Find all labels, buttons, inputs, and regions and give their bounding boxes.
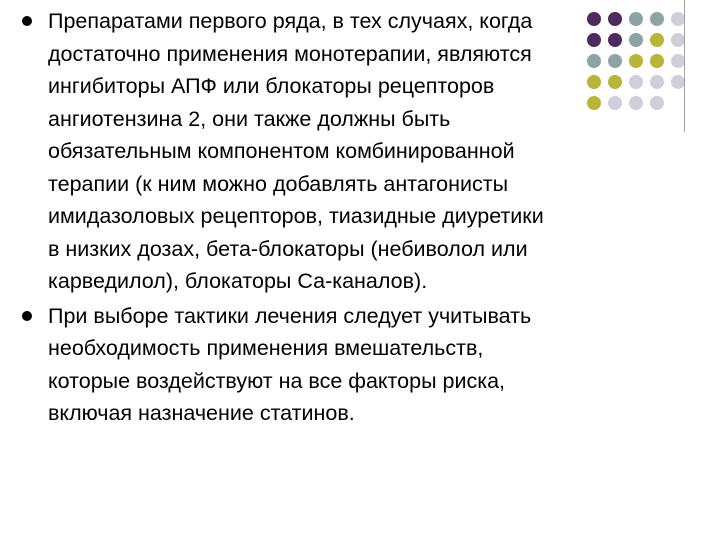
text-line: обязательным компонентом комбинированной bbox=[48, 139, 515, 163]
text-line: достаточно применения монотерапии, являются bbox=[48, 41, 532, 66]
text-line: в низких дозах, бета-блокаторы (небиволол или bbox=[48, 236, 528, 261]
text-line: терапии (к ним можно добавлять антагонисты bbox=[48, 171, 509, 196]
bullet-item-first-line-drugs bbox=[20, 5, 700, 298]
text-line: Препаратами первого ряда, в тех случаях, когда bbox=[48, 9, 533, 33]
text-line: необходимость применения вмешательств, bbox=[48, 336, 484, 360]
text-line: ингибиторы АПФ или блокаторы рецепторов bbox=[48, 74, 495, 98]
bullet-dot-icon bbox=[22, 16, 32, 26]
text-line: карведилол), блокаторы Са-каналов). bbox=[48, 269, 428, 293]
text-line: включая назначение статинов. bbox=[48, 401, 355, 425]
text-line: При выборе тактики лечения следует учитывать bbox=[48, 303, 532, 328]
text-line: имидазоловых рецепторов, тиазидные диуретики bbox=[48, 204, 544, 228]
text-line: которые воздействуют на все факторы риска, bbox=[48, 368, 506, 393]
bullet-item-treatment-tactics bbox=[20, 300, 700, 430]
bullet-dot-icon bbox=[22, 311, 32, 321]
text-line: ангиотензина 2, они также должны быть bbox=[48, 106, 451, 131]
slide-body bbox=[20, 5, 700, 430]
